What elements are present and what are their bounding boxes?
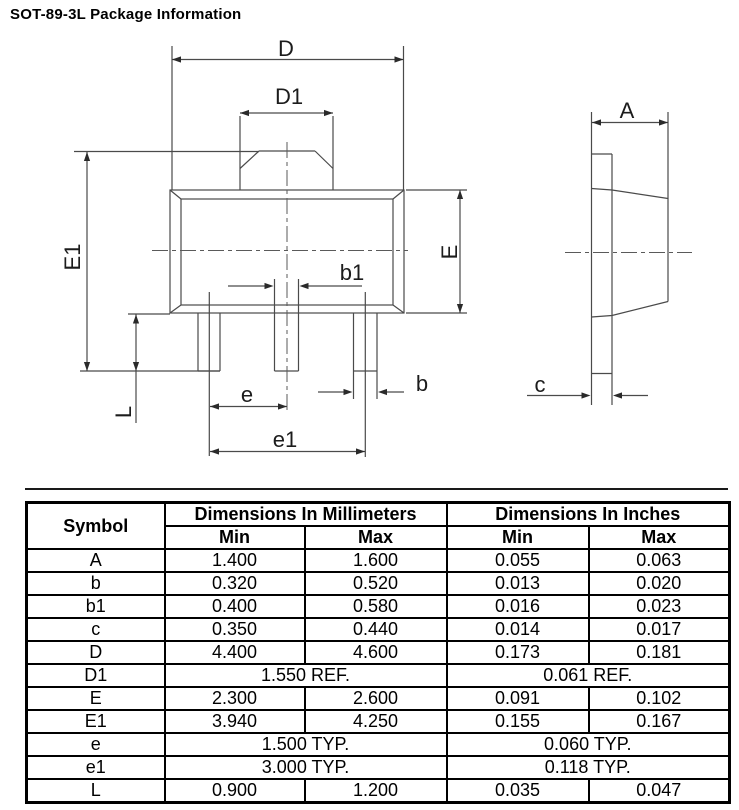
mm-max-cell: 1.600: [305, 549, 447, 572]
inch-value-cell: 0.061 REF.: [447, 664, 730, 687]
arrowhead: [300, 283, 309, 289]
inch-max-cell: 0.063: [589, 549, 730, 572]
arrowhead: [592, 119, 601, 125]
mm-min-cell: 3.940: [165, 710, 305, 733]
arrowhead: [265, 283, 274, 289]
arrowhead: [457, 304, 463, 313]
table-row: [27, 641, 730, 664]
dim-label-b: b: [415, 371, 429, 396]
dim-label-b1: b1: [339, 260, 365, 285]
arrowhead: [324, 110, 333, 116]
page-title: SOT-89-3L Package Information: [10, 6, 242, 23]
arrowhead: [659, 119, 668, 125]
arrowhead: [172, 56, 181, 62]
mm-min-cell: 0.900: [165, 779, 305, 803]
inch-min-cell: 0.016: [447, 595, 589, 618]
inches-header: Dimensions In Inches: [447, 503, 730, 527]
table-row: [27, 733, 730, 756]
dim-A: [592, 98, 668, 199]
front-view: [60, 36, 467, 457]
table-row: [27, 572, 730, 595]
symbol-cell: b1: [27, 595, 165, 618]
mm-max-header: Max: [305, 526, 447, 549]
arrowhead: [210, 403, 219, 409]
inch-min-cell: 0.013: [447, 572, 589, 595]
dim-E: [406, 190, 467, 313]
inch-value-cell: 0.060 TYP.: [447, 733, 730, 756]
dim-b: [318, 371, 428, 396]
extension-line: [74, 152, 259, 372]
symbol-cell: L: [27, 779, 165, 803]
table-row: [27, 549, 730, 572]
arrowhead: [133, 315, 139, 324]
arrowhead: [356, 448, 365, 454]
dim-label-c: c: [534, 372, 546, 397]
symbol-cell: D1: [27, 664, 165, 687]
side-view: [527, 98, 692, 405]
dim-e1: [210, 427, 365, 455]
table-row: [27, 710, 730, 733]
dim-D1: [240, 84, 333, 116]
dim-b1: [228, 260, 364, 289]
symbol-cell: e: [27, 733, 165, 756]
inch-min-cell: 0.055: [447, 549, 589, 572]
mm-min-cell: 0.350: [165, 618, 305, 641]
bevel-corner: [393, 305, 404, 313]
inch-max-cell: 0.102: [589, 687, 730, 710]
mm-min-header: Min: [165, 526, 305, 549]
header-row-groups: [27, 503, 730, 527]
mm-min-cell: 2.300: [165, 687, 305, 710]
inch-min-cell: 0.014: [447, 618, 589, 641]
bevel-corner: [393, 190, 404, 199]
mm-value-cell: 1.500 TYP.: [165, 733, 447, 756]
inch-min-cell: 0.091: [447, 687, 589, 710]
inch-max-cell: 0.020: [589, 572, 730, 595]
millimeters-header: Dimensions In Millimeters: [165, 503, 447, 527]
arrowhead: [344, 389, 353, 395]
arrowhead: [378, 389, 387, 395]
mm-max-cell: 0.580: [305, 595, 447, 618]
inch-min-cell: 0.155: [447, 710, 589, 733]
dimensions-table-body: [27, 549, 730, 803]
dim-label-E: E: [437, 244, 462, 260]
dim-c: [527, 372, 648, 399]
table-row: [27, 687, 730, 710]
arrowhead: [84, 362, 90, 371]
mm-max-cell: 0.520: [305, 572, 447, 595]
lead-cap: [592, 154, 613, 374]
side-lead: [592, 112, 613, 405]
inch-min-cell: 0.173: [447, 641, 589, 664]
in-max-header: Max: [589, 526, 730, 549]
symbol-cell: E1: [27, 710, 165, 733]
dim-E1: [60, 152, 259, 372]
dim-label-D: D: [278, 36, 294, 61]
bevel-corner: [170, 190, 181, 199]
inch-max-cell: 0.167: [589, 710, 730, 733]
mm-min-cell: 1.400: [165, 549, 305, 572]
symbol-cell: E: [27, 687, 165, 710]
table-row: [27, 756, 730, 779]
arrowhead: [613, 392, 622, 398]
symbol-cell: D: [27, 641, 165, 664]
dim-label-e: e: [240, 382, 254, 407]
mm-min-cell: 0.400: [165, 595, 305, 618]
symbol-cell: A: [27, 549, 165, 572]
symbol-cell: b: [27, 572, 165, 595]
mm-min-cell: 4.400: [165, 641, 305, 664]
mm-max-cell: 1.200: [305, 779, 447, 803]
body-bottom-edge: [592, 302, 669, 318]
mm-max-cell: 0.440: [305, 618, 447, 641]
dim-e: [210, 382, 287, 410]
body-top-edge: [592, 189, 669, 199]
dim-label-L: L: [111, 405, 136, 419]
dim-label-e1: e1: [272, 427, 298, 452]
mm-max-cell: 4.600: [305, 641, 447, 664]
mm-max-cell: 2.600: [305, 687, 447, 710]
arrowhead: [133, 362, 139, 371]
arrowhead: [395, 56, 404, 62]
mm-max-cell: 4.250: [305, 710, 447, 733]
arrowhead: [240, 110, 249, 116]
arrowhead: [210, 448, 219, 454]
in-min-header: Min: [447, 526, 589, 549]
dim-L: [111, 314, 170, 423]
symbol-header: Symbol: [27, 503, 165, 550]
mm-value-cell: 1.550 REF.: [165, 664, 447, 687]
bevel-corner: [170, 305, 181, 313]
mm-min-cell: 0.320: [165, 572, 305, 595]
arrowhead: [278, 403, 287, 409]
table-top-rule: [25, 488, 728, 490]
arrowhead: [457, 190, 463, 199]
mm-value-cell: 3.000 TYP.: [165, 756, 447, 779]
inch-max-cell: 0.017: [589, 618, 730, 641]
inch-value-cell: 0.118 TYP.: [447, 756, 730, 779]
dim-label-A: A: [619, 98, 635, 123]
arrowhead: [84, 152, 90, 161]
dimensions-table: [25, 501, 731, 804]
table-row: [27, 779, 730, 803]
inch-max-cell: 0.181: [589, 641, 730, 664]
extension-line: [172, 46, 404, 190]
inch-min-cell: 0.035: [447, 779, 589, 803]
table-row: [27, 595, 730, 618]
inch-max-cell: 0.047: [589, 779, 730, 803]
dimensions-table-head: [27, 503, 730, 550]
symbol-cell: e1: [27, 756, 165, 779]
symbol-cell: c: [27, 618, 165, 641]
arrowhead: [582, 392, 591, 398]
dim-label-E1: E1: [60, 243, 85, 271]
table-row: [27, 618, 730, 641]
dim-label-D1: D1: [274, 84, 304, 109]
table-row: [27, 664, 730, 687]
inch-max-cell: 0.023: [589, 595, 730, 618]
